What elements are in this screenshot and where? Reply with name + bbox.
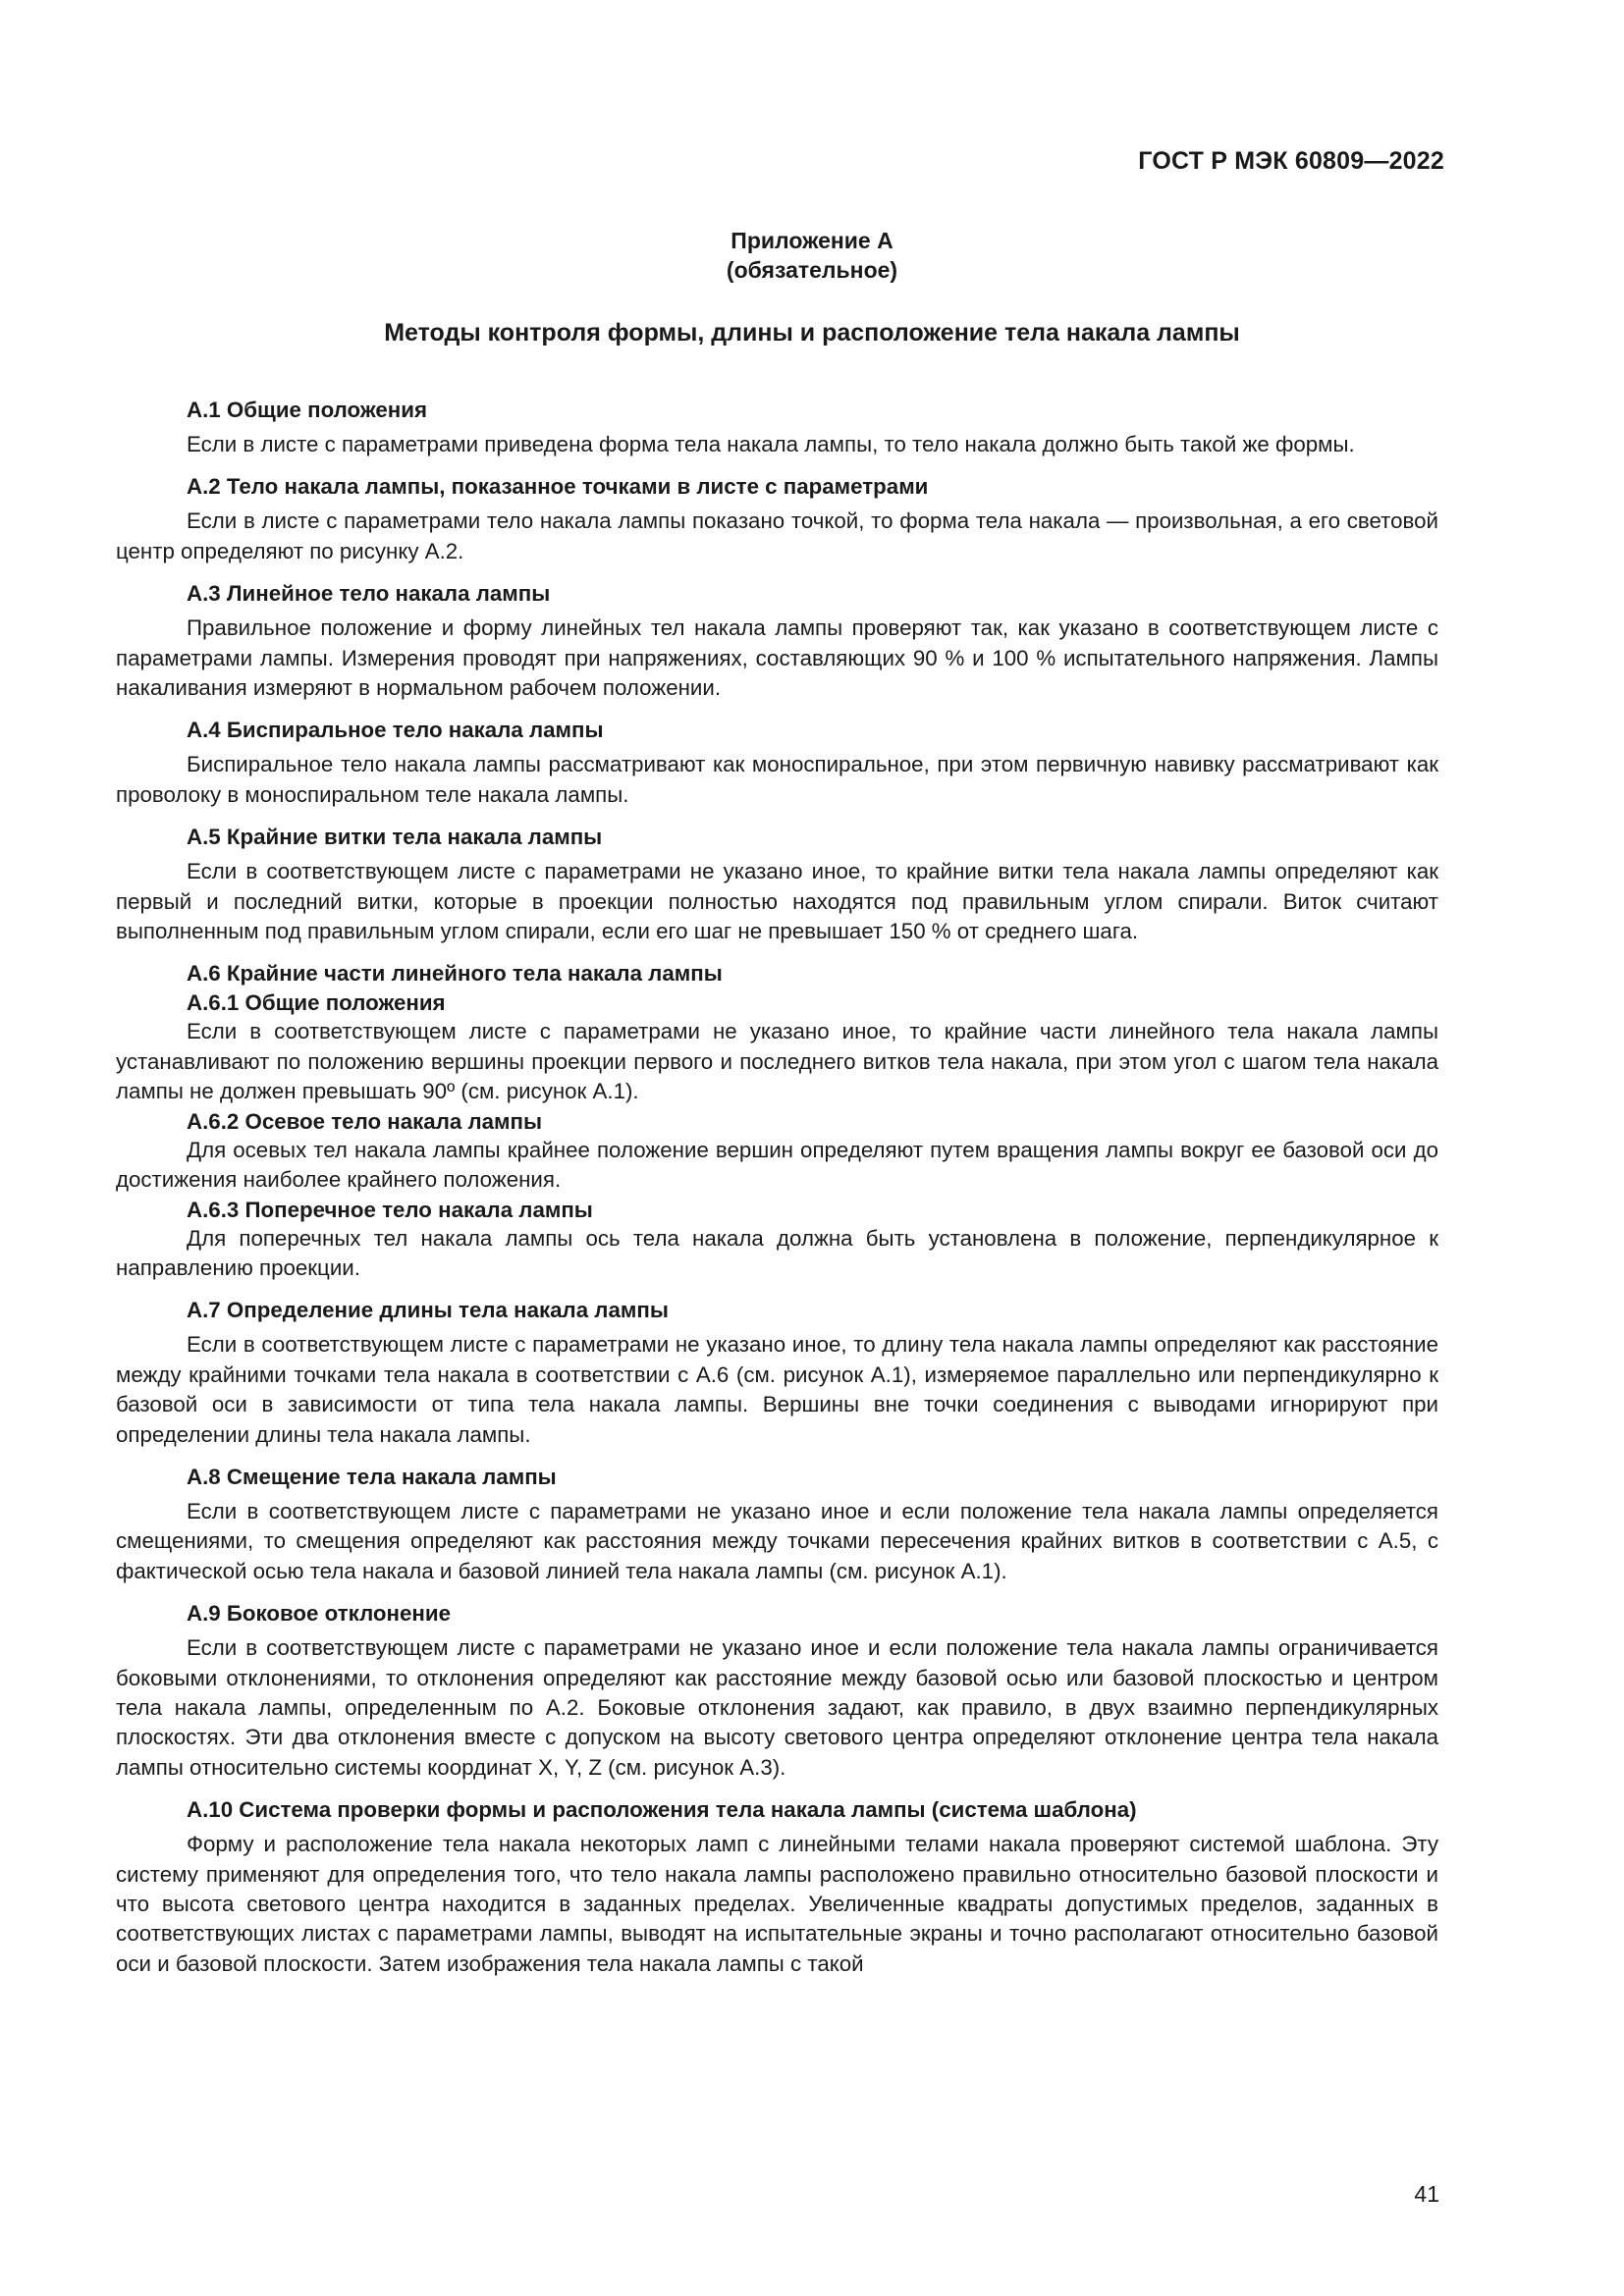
annex-status: (обязательное) bbox=[726, 257, 898, 283]
annex-label: Приложение А bbox=[731, 228, 893, 253]
subsection-text-a6-3: Для поперечных тел накала лампы ось тела накала должна быть установлена в положение, перпендикулярное к направлению проекции. bbox=[116, 1225, 1438, 1280]
section-text-a2: Если в листе с параметрами тело накала лампы показано точкой, то форма тела накала — произвольная, а его световой центр определяют по рисунку А.2. bbox=[116, 508, 1438, 563]
document-body bbox=[116, 396, 1438, 1992]
subsection-heading-a6-2: А.6.2 Осевое тело накала лампы bbox=[187, 1108, 543, 1134]
section-text-a9: Если в соответствующем листе с параметрами не указано иное и если положение тела накала лампы ограничивается боковыми отклонениями, то отклонения определяют как расстояние между базовой осью или базовой плоскостью и центром тела накала лампы, определенным по А.2. Боковые отклонения задают, как правило, в двух взаимно перпендикулярных плоскостях. Эти два отклонения вместе с допуском на высоту светового центра определяют отклонение центра тела накала лампы относительно системы координат X, Y, Z (см. рисунок А.3). bbox=[116, 1635, 1438, 1780]
section-heading-a2: А.2 Тело накала лампы, показанное точками в листе с параметрами bbox=[187, 474, 929, 500]
subsection-heading-a6-1: А.6.1 Общие положения bbox=[187, 990, 446, 1016]
section-heading-a6: А.6 Крайние части линейного тела накала лампы bbox=[187, 961, 723, 987]
subsection-heading-a6-3: А.6.3 Поперечное тело накала лампы bbox=[187, 1197, 593, 1222]
section-heading-a8: А.8 Смещение тела накала лампы bbox=[187, 1464, 557, 1489]
section-heading-a3: А.3 Линейное тело накала лампы bbox=[187, 581, 551, 607]
section-text-a4: Биспиральное тело накала лампы рассматривают как моноспиральное, при этом первичную навивку рассматривают как проволоку в моноспиральном теле накала лампы. bbox=[116, 752, 1438, 807]
section-text-a3: Правильное положение и форму линейных тел накала лампы проверяют так, как указано в соответствующем листе с параметрами лампы. Измерения проводят при напряжениях, составляющих 90 % и 100 % испытательного напряжения. Лампы накаливания измеряют в нормальном рабочем положении. bbox=[116, 615, 1438, 701]
section-text-a1: Если в листе с параметрами приведена форма тела накала лампы, то тело накала должно быть такой же формы. bbox=[187, 432, 1355, 456]
section-heading-a5: А.5 Крайние витки тела накала лампы bbox=[187, 825, 603, 850]
section-text-a7: Если в соответствующем листе с параметрами не указано иное, то длину тела накала лампы определяют как расстояние между крайними точками тела накала в соответствии с А.6 (см. рисунок А.1), измеряемое параллельно или перпендикулярно к базовой оси в зависимости от типа тела накала лампы. Вершины вне точки соединения с выводами игнорируют при определении длины тела накала лампы. bbox=[116, 1332, 1438, 1447]
annex-heading bbox=[0, 226, 1624, 285]
section-heading-a10: А.10 Система проверки формы и расположения тела накала лампы (система шаблона) bbox=[187, 1797, 1137, 1823]
section-text-a8: Если в соответствующем листе с параметрами не указано иное и если положение тела накала лампы определяется смещениями, то смещения определяют как расстояния между точками пересечения крайних витков в соответствии с А.5, с фактической осью тела накала и базовой линией тела накала лампы (см. рисунок А.1). bbox=[116, 1498, 1438, 1583]
subsection-text-a6-1: Если в соответствующем листе с параметрами не указано иное, то крайние части линейного тела накала лампы устанавливают по положению вершины проекции первого и последнего витков тела накала, при этом угол с шагом тела накала лампы не должен превышать 90º (см. рисунок А.1). bbox=[116, 1019, 1438, 1104]
section-text-a10: Форму и расположение тела накала некоторых ламп с линейными телами накала проверяют системой шаблона. Эту систему применяют для определения того, что тело накала лампы расположено правильно относительно базовой плоскости и что высота светового центра находится в заданных пределах. Увеличенные квадраты допустимых пределов, заданных в соответствующих листах с параметрами лампы, выводят на испытательные экраны и точно располагают относительно базовой оси и базовой плоскости. Затем изображения тела накала лампы с такой bbox=[116, 1832, 1438, 1976]
section-heading-a7: А.7 Определение длины тела накала лампы bbox=[187, 1298, 669, 1323]
subsection-text-a6-2: Для осевых тел накала лампы крайнее положение вершин определяют путем вращения лампы вокруг ее базовой оси до достижения наиболее крайнего положения. bbox=[116, 1137, 1438, 1193]
annex-title: Методы контроля формы, длины и расположение тела накала лампы bbox=[384, 319, 1240, 347]
section-text-a5: Если в соответствующем листе с параметрами не указано иное, то крайние витки тела накала лампы определяют как первый и последний витки, которые в проекции полностью находятся под правильным углом спирали. Виток считают выполненным под правильным углом спирали, если его шаг не превышает 150 % от среднего шага. bbox=[116, 859, 1438, 944]
section-heading-a4: А.4 Биспиральное тело накала лампы bbox=[187, 718, 604, 743]
section-heading-a1: А.1 Общие положения bbox=[187, 398, 427, 422]
page-number: 41 bbox=[1414, 2181, 1439, 2207]
section-heading-a9: А.9 Боковое отклонение bbox=[187, 1601, 451, 1627]
document-code: ГОСТ Р МЭК 60809—2022 bbox=[1138, 147, 1444, 175]
